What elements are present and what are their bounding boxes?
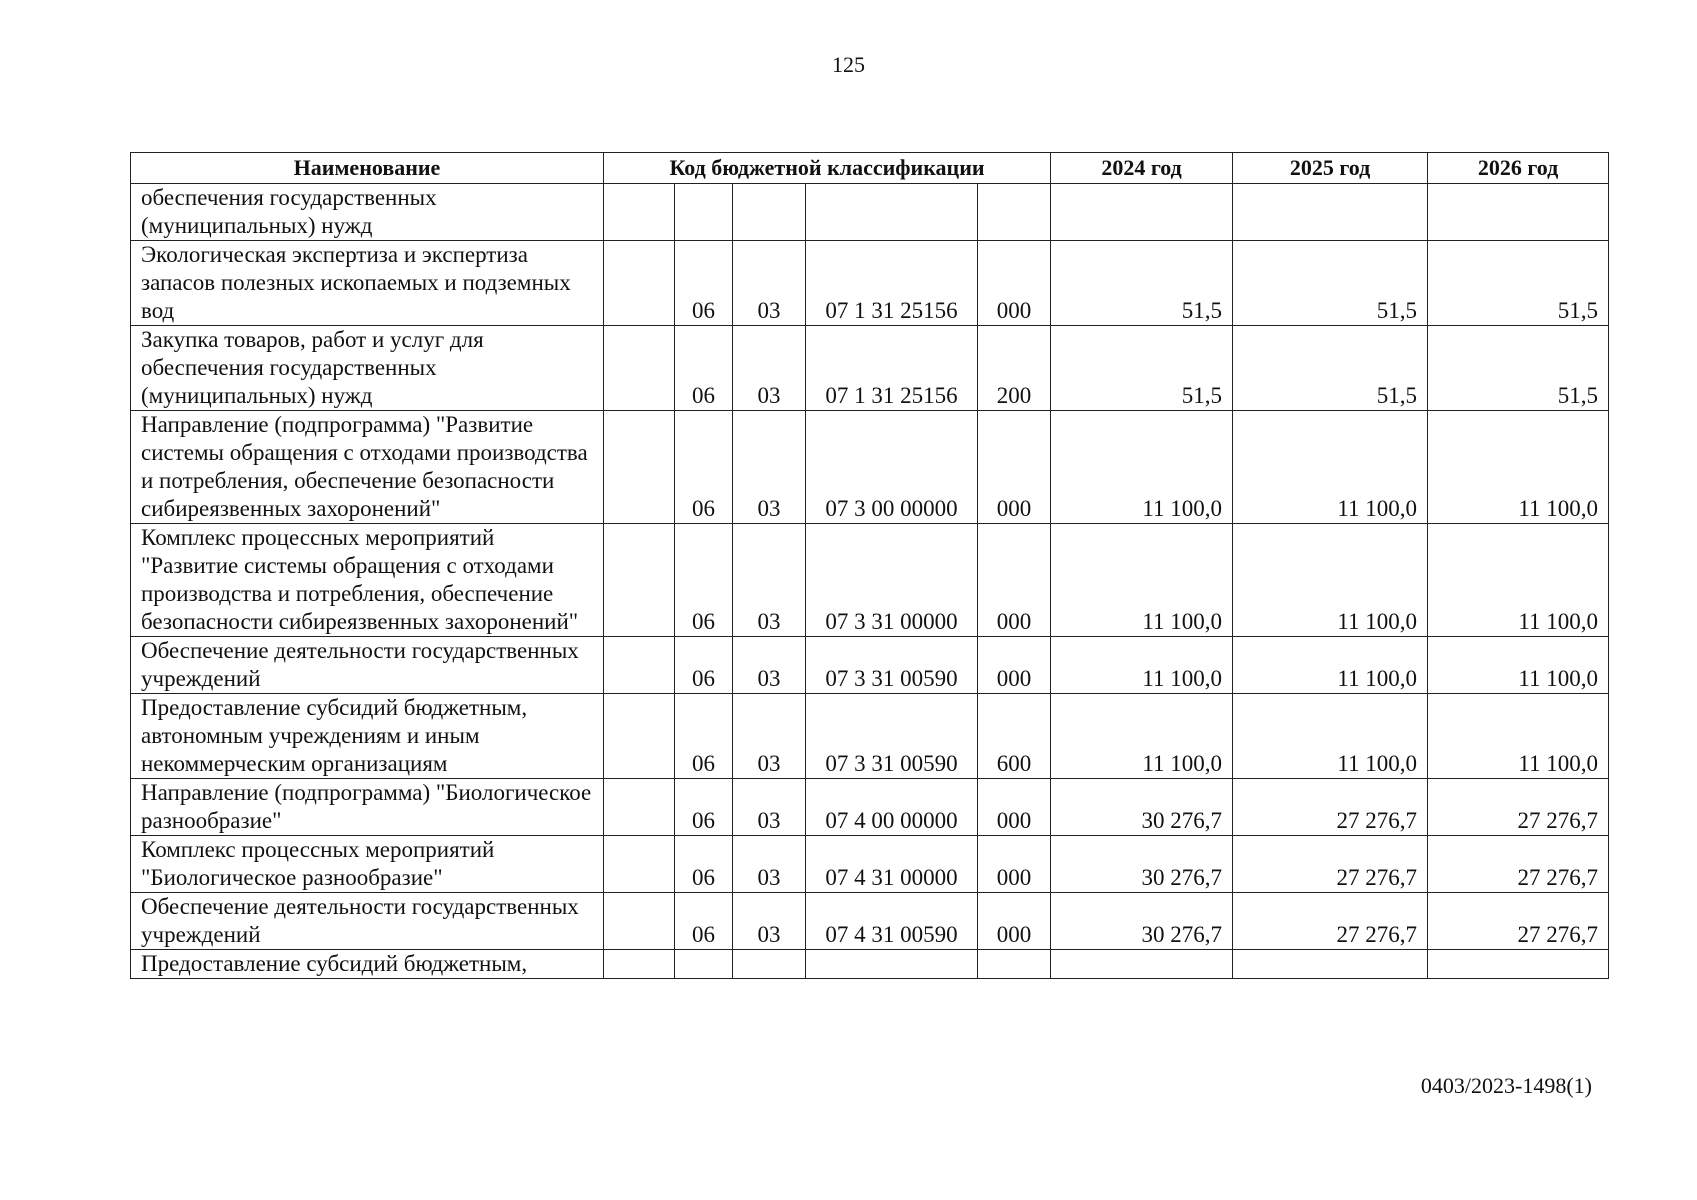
cell-section: 06 bbox=[675, 779, 733, 836]
cell-code-blank bbox=[604, 184, 675, 241]
cell-target-article: 07 3 31 00590 bbox=[806, 694, 978, 779]
cell-name: Обеспечение деятельности государственных учреждений bbox=[131, 893, 604, 950]
cell-section bbox=[675, 950, 733, 979]
cell-2024: 11 100,0 bbox=[1051, 694, 1233, 779]
cell-subsection: 03 bbox=[733, 241, 806, 326]
cell-name: обеспечения государственных (муниципальных) нужд bbox=[131, 184, 604, 241]
cell-name: Предоставление субсидий бюджетным, bbox=[131, 950, 604, 979]
cell-target-article: 07 3 00 00000 bbox=[806, 411, 978, 524]
table-row bbox=[131, 637, 1609, 694]
cell-2026: 27 276,7 bbox=[1428, 779, 1609, 836]
cell-2025: 11 100,0 bbox=[1233, 637, 1428, 694]
cell-expense-type: 000 bbox=[978, 411, 1051, 524]
cell-expense-type: 200 bbox=[978, 326, 1051, 411]
cell-subsection bbox=[733, 950, 806, 979]
cell-2025: 27 276,7 bbox=[1233, 779, 1428, 836]
cell-code-blank bbox=[604, 411, 675, 524]
cell-target-article: 07 3 31 00000 bbox=[806, 524, 978, 637]
table-row bbox=[131, 184, 1609, 241]
cell-expense-type bbox=[978, 950, 1051, 979]
cell-expense-type bbox=[978, 184, 1051, 241]
cell-2024: 30 276,7 bbox=[1051, 893, 1233, 950]
cell-2026: 11 100,0 bbox=[1428, 524, 1609, 637]
cell-section: 06 bbox=[675, 524, 733, 637]
cell-2024 bbox=[1051, 184, 1233, 241]
cell-name: Комплекс процессных мероприятий "Биологическое разнообразие" bbox=[131, 836, 604, 893]
table-row bbox=[131, 326, 1609, 411]
cell-2025: 27 276,7 bbox=[1233, 893, 1428, 950]
cell-name: Закупка товаров, работ и услуг для обеспечения государственных (муниципальных) нужд bbox=[131, 326, 604, 411]
cell-section: 06 bbox=[675, 836, 733, 893]
table-row bbox=[131, 241, 1609, 326]
cell-2024: 11 100,0 bbox=[1051, 637, 1233, 694]
cell-name: Направление (подпрограмма) "Развитие системы обращения с отходами производства и потребления, обеспечение безопасности сибиреязвенных захоронений" bbox=[131, 411, 604, 524]
cell-expense-type: 000 bbox=[978, 779, 1051, 836]
cell-2025 bbox=[1233, 950, 1428, 979]
cell-code-blank bbox=[604, 637, 675, 694]
cell-subsection: 03 bbox=[733, 694, 806, 779]
cell-2026: 11 100,0 bbox=[1428, 637, 1609, 694]
cell-expense-type: 000 bbox=[978, 893, 1051, 950]
table-row bbox=[131, 893, 1609, 950]
cell-name: Обеспечение деятельности государственных учреждений bbox=[131, 637, 604, 694]
header-2026: 2026 год bbox=[1428, 153, 1609, 184]
cell-2025: 51,5 bbox=[1233, 326, 1428, 411]
cell-subsection: 03 bbox=[733, 637, 806, 694]
cell-target-article: 07 4 31 00000 bbox=[806, 836, 978, 893]
cell-code-blank bbox=[604, 893, 675, 950]
cell-code-blank bbox=[604, 779, 675, 836]
header-2024: 2024 год bbox=[1051, 153, 1233, 184]
cell-2026 bbox=[1428, 184, 1609, 241]
cell-section: 06 bbox=[675, 326, 733, 411]
cell-section: 06 bbox=[675, 893, 733, 950]
cell-2024: 30 276,7 bbox=[1051, 779, 1233, 836]
cell-target-article: 07 3 31 00590 bbox=[806, 637, 978, 694]
cell-2026 bbox=[1428, 950, 1609, 979]
cell-2026: 27 276,7 bbox=[1428, 893, 1609, 950]
cell-2025: 51,5 bbox=[1233, 241, 1428, 326]
cell-section: 06 bbox=[675, 241, 733, 326]
table-row bbox=[131, 950, 1609, 979]
table-row bbox=[131, 411, 1609, 524]
cell-subsection: 03 bbox=[733, 836, 806, 893]
cell-expense-type: 000 bbox=[978, 524, 1051, 637]
cell-code-blank bbox=[604, 950, 675, 979]
document-id: 0403/2023-1498(1) bbox=[1420, 1073, 1592, 1098]
cell-2025: 11 100,0 bbox=[1233, 694, 1428, 779]
cell-2026: 11 100,0 bbox=[1428, 694, 1609, 779]
cell-2024: 11 100,0 bbox=[1051, 411, 1233, 524]
cell-target-article: 07 1 31 25156 bbox=[806, 241, 978, 326]
cell-2024 bbox=[1051, 950, 1233, 979]
table-row bbox=[131, 694, 1609, 779]
budget-table bbox=[130, 152, 1609, 979]
cell-target-article bbox=[806, 184, 978, 241]
cell-target-article: 07 4 31 00590 bbox=[806, 893, 978, 950]
cell-subsection bbox=[733, 184, 806, 241]
cell-2026: 27 276,7 bbox=[1428, 836, 1609, 893]
cell-code-blank bbox=[604, 524, 675, 637]
cell-subsection: 03 bbox=[733, 411, 806, 524]
cell-target-article: 07 4 00 00000 bbox=[806, 779, 978, 836]
cell-name: Комплекс процессных мероприятий "Развитие системы обращения с отходами производства и потребления, обеспечение безопасности сибиреязвенных захоронений" bbox=[131, 524, 604, 637]
cell-expense-type: 000 bbox=[978, 836, 1051, 893]
cell-2025: 11 100,0 bbox=[1233, 524, 1428, 637]
header-row bbox=[131, 153, 1609, 184]
cell-name: Предоставление субсидий бюджетным, автономным учреждениям и иным некоммерческим организациям bbox=[131, 694, 604, 779]
cell-code-blank bbox=[604, 241, 675, 326]
table-body bbox=[131, 184, 1609, 979]
cell-2026: 51,5 bbox=[1428, 241, 1609, 326]
cell-2024: 30 276,7 bbox=[1051, 836, 1233, 893]
cell-expense-type: 000 bbox=[978, 241, 1051, 326]
cell-section: 06 bbox=[675, 411, 733, 524]
cell-subsection: 03 bbox=[733, 326, 806, 411]
cell-name: Экологическая экспертиза и экспертиза запасов полезных ископаемых и подземных вод bbox=[131, 241, 604, 326]
table-row bbox=[131, 779, 1609, 836]
table-row bbox=[131, 524, 1609, 637]
cell-subsection: 03 bbox=[733, 524, 806, 637]
table-row bbox=[131, 836, 1609, 893]
cell-expense-type: 000 bbox=[978, 637, 1051, 694]
cell-2025: 27 276,7 bbox=[1233, 836, 1428, 893]
cell-2025: 11 100,0 bbox=[1233, 411, 1428, 524]
cell-code-blank bbox=[604, 694, 675, 779]
cell-section: 06 bbox=[675, 694, 733, 779]
cell-2026: 11 100,0 bbox=[1428, 411, 1609, 524]
cell-section: 06 bbox=[675, 637, 733, 694]
header-2025: 2025 год bbox=[1233, 153, 1428, 184]
page-number: 125 bbox=[832, 52, 865, 77]
cell-2025 bbox=[1233, 184, 1428, 241]
cell-2026: 51,5 bbox=[1428, 326, 1609, 411]
cell-code-blank bbox=[604, 326, 675, 411]
header-code: Код бюджетной классификации bbox=[604, 153, 1051, 184]
cell-subsection: 03 bbox=[733, 779, 806, 836]
header-name: Наименование bbox=[131, 153, 604, 184]
cell-2024: 51,5 bbox=[1051, 241, 1233, 326]
cell-section bbox=[675, 184, 733, 241]
cell-name: Направление (подпрограмма) "Биологическое разнообразие" bbox=[131, 779, 604, 836]
cell-expense-type: 600 bbox=[978, 694, 1051, 779]
cell-target-article: 07 1 31 25156 bbox=[806, 326, 978, 411]
cell-target-article bbox=[806, 950, 978, 979]
cell-2024: 51,5 bbox=[1051, 326, 1233, 411]
cell-subsection: 03 bbox=[733, 893, 806, 950]
cell-2024: 11 100,0 bbox=[1051, 524, 1233, 637]
cell-code-blank bbox=[604, 836, 675, 893]
